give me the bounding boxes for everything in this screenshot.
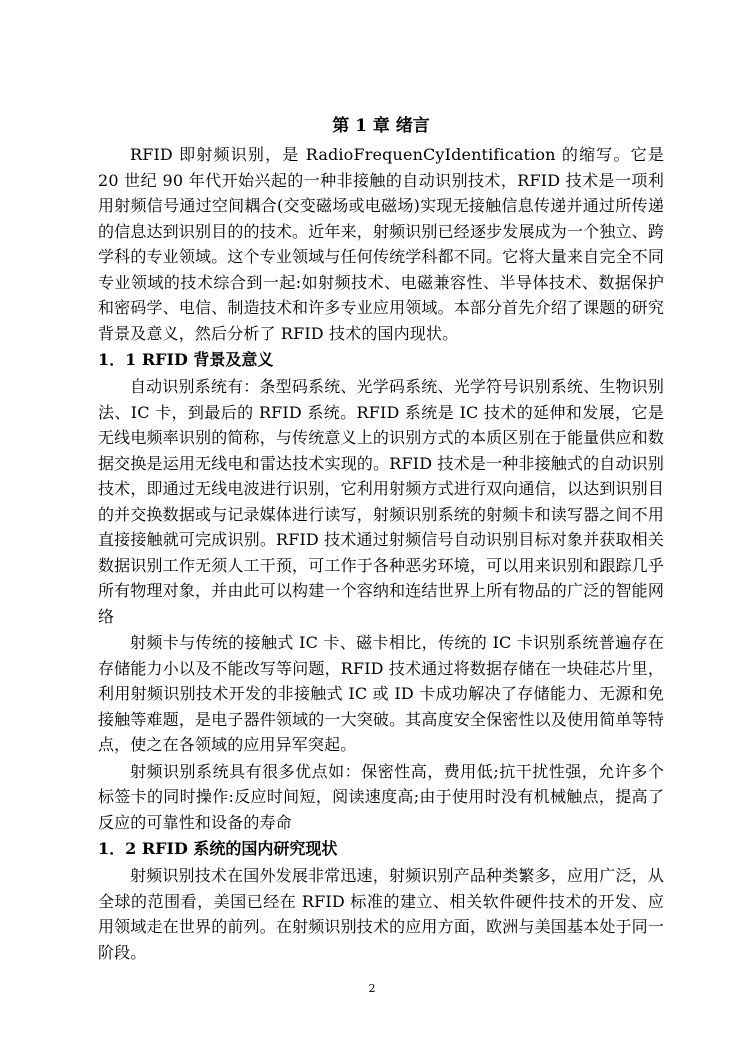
page-content [98, 112, 664, 966]
section-heading-1-2: 1．2 RFID 系统的国内研究现状 [98, 839, 338, 858]
section-heading-1-1: 1．1 RFID 背景及意义 [98, 350, 274, 369]
chapter-title: 第 1 章 绪言 [332, 116, 430, 136]
page-number: 2 [368, 982, 376, 995]
intro-paragraph: RFID 即射频识别，是 RadioFrequenCyIdentification 的缩写。它是 20 世纪 90 年代开始兴起的一种非接触的自动识别技术，RFID 技术是一项利用射频信号通过空间耦合(交变磁场或电磁场)实现无接触信息传递并通过所传递的信息达到识别目的的技术。近年来，射频识别已经逐步发展成为一个独立、跨学科的专业领域。这个专业领域与任何传统学科都不同。它将大量来自完全不同专业领域的技术综合到一起:如射频技术、电磁兼容性、半导体技术、数据保护和密码学、电信、制造技术和许多专业应用领域。本部分首先介绍了课题的研究背景及意义，然后分析了 RFID 技术的国内现状。 [98, 145, 664, 343]
section-1-1-paragraph: 射频卡与传统的接触式 IC 卡、磁卡相比，传统的 IC 卡识别系统普遍存在存储能力小以及不能改写等问题，RFID 技术通过将数据存储在一块硅芯片里，利用射频识别技术开发的非接触式 IC 或 ID 卡成功解决了存储能力、无源和免接触等难题，是电子器件领域的一大突破。其高度安全保密性以及使用简单等特点，使之在各领域的应用异军突起。 [98, 633, 664, 754]
section-1-2-paragraph: 射频识别技术在国外发展非常迅速，射频识别产品种类繁多，应用广泛，从全球的范围看，美国已经在 RFID 标准的建立、相关软件硬件技术的开发、应用领域走在世界的前列。在射频识别技术的应用方面，欧洲与美国基本处于同一阶段。 [98, 866, 664, 962]
section-1-1-paragraph: 自动识别系统有：条型码系统、光学码系统、光学符号识别系统、生物识别法、IC 卡，到最后的 RFID 系统。RFID 系统是 IC 技术的延伸和发展，它是无线电频率识别的简称，与传统意义上的识别方式的本质区别在于能量供应和数据交换是运用无线电和雷达技术实现的。RFID 技术是一种非接触式的自动识别技术，即通过无线电波进行识别，它利用射频方式进行双向通信，以达到识别目的并交换数据或与记录媒体进行读写，射频识别系统的射频卡和读写器之间不用直接接触就可完成识别。RFID 技术通过射频信号自动识别目标对象并获取相关数据识别工作无须人工干预，可工作于各种恶劣环境，可以用来识别和跟踪几乎所有物理对象，并由此可以构建一个容纳和连结世界上所有物品的广泛的智能网络 [98, 377, 664, 626]
section-1-1-paragraph: 射频识别系统具有很多优点如：保密性高，费用低;抗干扰性强，允许多个标签卡的同时操作:反应时间短，阅读速度高;由于使用时没有机械触点，提高了反应的可靠性和设备的寿命 [98, 761, 664, 832]
